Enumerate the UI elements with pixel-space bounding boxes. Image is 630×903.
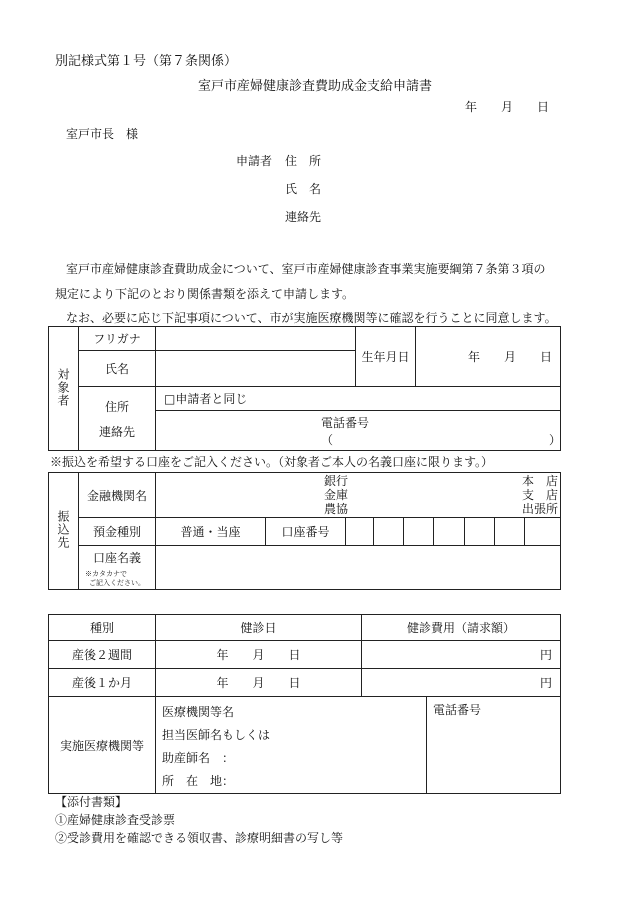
account-holder-label-cell [79, 546, 156, 590]
subject-address-contact-label: 住所 連絡先 [79, 387, 156, 451]
subject-name-label: 氏名 [79, 351, 156, 387]
transfer-group-label: 振込先 [49, 473, 79, 590]
account-digit-box[interactable] [465, 518, 495, 546]
exam-cost-field[interactable]: 円 [362, 669, 561, 697]
exam-cost-field[interactable]: 円 [362, 641, 561, 669]
applicant-contact-label[interactable]: 連絡先 [285, 210, 322, 224]
account-holder-label: 口座名義 [92, 551, 141, 565]
institution-name-label: 医療機関等名 [162, 705, 235, 719]
attachment-item: ①産婦健康診査受診票 [55, 813, 176, 827]
subject-name-field[interactable] [156, 351, 356, 387]
account-digit-box[interactable] [346, 518, 374, 546]
same-as-applicant-checkbox[interactable]: □申請者と同じ [156, 387, 561, 411]
applicant-address-label[interactable]: 住 所 [285, 154, 322, 168]
furigana-field[interactable] [156, 327, 356, 351]
account-digit-box[interactable] [495, 518, 525, 546]
form-title: 室戸市産婦健康診査費助成金支給申請書 [197, 79, 432, 94]
body-paragraph-1-line-1: 室戸市産婦健康診査費助成金について、室戸市産婦健康診査事業実施要綱第７条第３項の [66, 262, 546, 276]
doctor-label-2: 助産師名 ： [162, 751, 235, 765]
body-paragraph-2: なお、必要に応じ下記事項について、市が実施医療機関等に確認を行うことに同意します。 [66, 311, 557, 325]
account-holder-note: ※カタカナで [85, 570, 127, 578]
date-line[interactable]: 年 月 日 [465, 100, 550, 114]
bank-name-field[interactable]: 銀行 金庫 農協 本 店 支 店 出張所 [156, 473, 561, 518]
attachment-item: ②受診費用を確認できる領収書、診療明細書の写し等 [55, 831, 344, 845]
subject-group-label: 対象者 [49, 327, 79, 451]
exam-type-cell: 産後２週間 [49, 641, 156, 669]
subject-table [48, 326, 561, 451]
furigana-label: フリガナ [79, 327, 156, 351]
form-number: 別記様式第１号（第７条関係） [55, 54, 238, 69]
bank-name-label: 金融機関名 [79, 473, 156, 518]
account-holder-note-2: ご記入ください。 [89, 579, 145, 587]
institution-field[interactable] [156, 697, 427, 794]
account-digit-box[interactable] [374, 518, 404, 546]
exam-type-cell: 産後１か月 [49, 669, 156, 697]
attachments-heading: 【添付書類】 [55, 795, 128, 809]
subject-phone-field[interactable]: 電話番号（ ） [156, 411, 561, 451]
birthdate-label: 生年月日 [356, 327, 416, 387]
account-digit-box[interactable] [434, 518, 465, 546]
transfer-note: ※振込を希望する口座をご記入ください。（対象者ご本人の名義口座に限ります。） [50, 455, 494, 469]
account-type-field[interactable]: 普通・当座 [156, 518, 266, 546]
col-type-header: 種別 [49, 615, 156, 641]
col-cost-header: 健診費用（請求額） [362, 615, 561, 641]
col-date-header: 健診日 [156, 615, 362, 641]
account-type-label: 預金種別 [79, 518, 156, 546]
exam-table [48, 614, 561, 794]
doctor-label-1: 担当医師名もしくは [162, 728, 271, 742]
account-number-label: 口座番号 [266, 518, 346, 546]
institution-label: 実施医療機関等 [49, 697, 156, 794]
account-digit-box[interactable] [404, 518, 434, 546]
location-label: 所 在 地： [162, 774, 235, 788]
applicant-label: 申請者 [236, 154, 273, 168]
exam-date-field[interactable]: 年 月 日 [156, 669, 362, 697]
institution-phone-field[interactable]: 電話番号 [427, 697, 561, 794]
transfer-table [48, 472, 561, 590]
body-paragraph-1-line-2: 規定により下記のとおり関係書類を添えて申請します。 [55, 287, 355, 301]
account-digit-box[interactable] [525, 518, 561, 546]
addressee: 室戸市長 様 [66, 127, 139, 141]
exam-date-field[interactable]: 年 月 日 [156, 641, 362, 669]
birthdate-field[interactable]: 年 月 日 [416, 327, 561, 387]
applicant-name-label[interactable]: 氏 名 [285, 182, 322, 196]
account-holder-field[interactable] [156, 546, 561, 590]
